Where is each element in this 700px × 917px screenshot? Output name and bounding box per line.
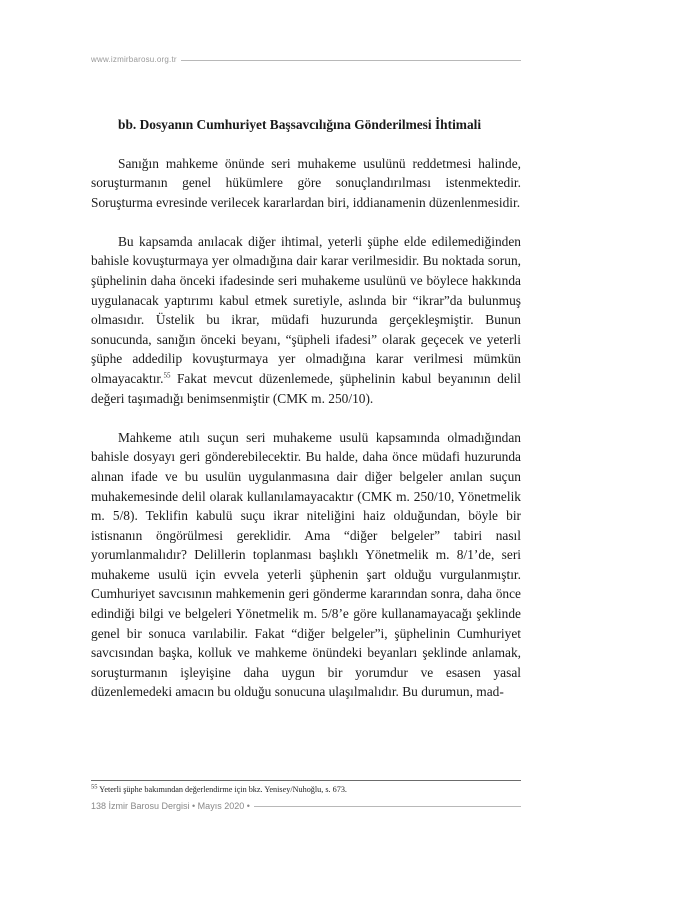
paragraph-2-text: Bu kapsamda anılacak diğer ihtimal, yeterli şüphe elde edilemediğinden bahisle kovuşturmaya yer olmadığına dair karar verilmesidir. Bu noktada sorun, şüphelinin daha önceki ifadesinde seri muhakeme usulünü ve böylece hakkında uygulanacak yaptırımı kabul etmek suretiyle, aslında bir “ikrar”da bulunmuş olmasıdır. Üstelik bu ikrar, müdafi huzurunda gerçekleşmiştir. Bunun sonucunda, sanığın önceki beyanı, “şüpheli ifadesi” olarak geçecek ve yeterli şüphe addedilip kovuşturmaya yer olmadığına karar verilmesi mümkün olmayacaktır. [91, 233, 521, 387]
footnote-ref: 55 [163, 371, 171, 380]
footnote-number: 55 [91, 783, 98, 791]
footnote [91, 784, 521, 796]
paragraph-1: Sanığın mahkeme önünde seri muhakeme usulünü reddetmesi halinde, soruşturmanın genel hükümlere göre sonuçlandırılması istenmektedir. Soruşturma evresinde verilecek kararlardan biri, iddianamenin düzenlenmesidir. [91, 155, 521, 210]
main-text [91, 115, 521, 722]
site-url: www.izmirbarosu.org.tr [91, 52, 181, 68]
footer-text: 138 İzmir Barosu Dergisi • Mayıs 2020 • [91, 798, 254, 814]
page-header [91, 52, 521, 68]
paragraph-2 [91, 232, 521, 408]
footnote-text: Yeterli şüphe bakımından değerlendirme için bkz. Yenisey/Nuhoğlu, s. 673. [99, 785, 347, 794]
page-footer [91, 798, 521, 814]
paragraph-2-tail: Fakat mevcut düzenlemede, şüphelinin kabul beyanının delil değeri taşımadığı benimsenmiştir (CMK m. 250/10). [91, 371, 521, 406]
section-heading: bb. Dosyanın Cumhuriyet Başsavcılığına Gönderilmesi İhtimali [118, 117, 482, 132]
paragraph-3: Mahkeme atılı suçun seri muhakeme usulü kapsamında olmadığından bahisle dosyayı geri gönderebilecektir. Bu halde, daha önce müdafi huzurunda alınan ifade ve bu usulün uygulanmasına dair diğer belgeler anılan suçun muhakemesinde delil olarak kullanılamayacaktır (CMK m. 250/10, Yönetmelik m. 5/8). Teklifin kabulü suçu ikrar niteliğini haiz olduğundan, böyle bir istisnanın öngörülmesi gereklidir. Ama “diğer belgeler” tabiri nasıl yorumlanmalıdır? Delillerin toplanması başlıklı Yönetmelik m. 8/1’de, seri muhakeme usulü için evvela yeterli şüphenin şart olduğu vurgulanmıştır. Cumhuriyet savcısının mahkemenin geri gönderme kararından sonra, daha önce edindiği bilgi ve belgeleri Yönetmelik m. 5/8’e göre kullanamayacağı şeklinde genel bir sonuca varılabilir. Fakat “diğer belgeler”i, şüphelinin Cumhuriyet savcısından başka, kolluk ve mahkeme önündeki beyanları şeklinde anlamak, soruşturmanın işleyişine daha uygun bir yorumdur ve esasen yasal düzenlemedeki amacın bu olduğu sonucuna ulaşılmalıdır. Bu durumun, mad- [91, 429, 521, 700]
footnote-rule [91, 780, 521, 781]
